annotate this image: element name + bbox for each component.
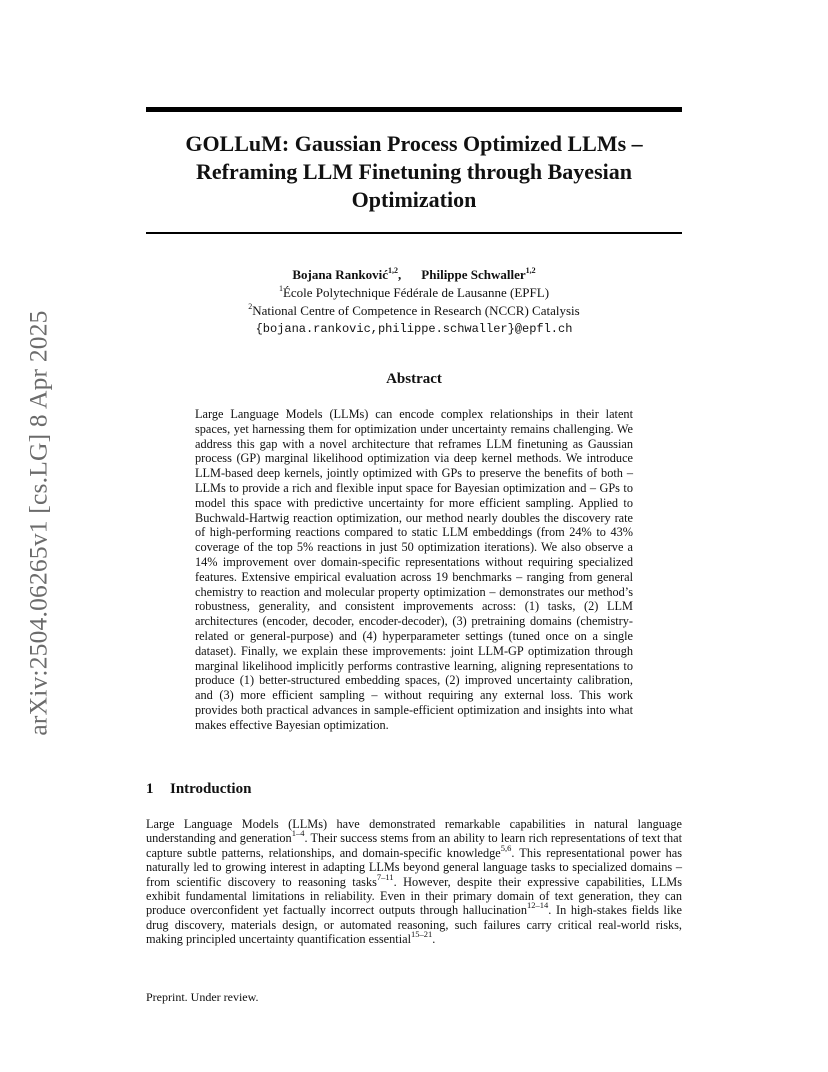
intro-text: . This representational power has naturally led to growing interest in adapting LLMs beyond general language tasks to specialized domains – from scientific discovery to reasoning tasks [146, 845, 682, 889]
affiliation-name: École Polytechnique Fédérale de Lausanne (EPFL) [282, 285, 550, 300]
affiliation-marker: 2 [248, 301, 253, 311]
intro-text: . However, despite their expressive capabilities, LLMs exhibit fundamental limitations in reliability. Even in their primary domain of text generation, they can produce overconfident yet factually incorrect outputs through hallucination [146, 874, 682, 918]
citation: 5,6 [500, 842, 512, 853]
author-names [146, 266, 682, 284]
title-line: Reframing LLM Finetuning through Bayesian [196, 159, 632, 184]
citation: 7–11 [376, 871, 394, 882]
author-name: Philippe Schwaller [421, 267, 526, 282]
affiliation-name: National Centre of Competence in Research (NCCR) Catalysis [252, 303, 580, 318]
author-block [146, 266, 682, 338]
affiliation-marker: 1,2 [388, 265, 399, 275]
citation: 15–21 [410, 929, 433, 940]
affiliation-marker: 1,2 [525, 265, 536, 275]
title-line: Optimization [351, 187, 477, 212]
author-separator: , [398, 267, 402, 282]
abstract-body: Large Language Models (LLMs) can encode complex relationships in their latent spaces, yet harnessing them for optimization under uncertainty remains challenging. We address this gap with a novel architecture that reframes LLM finetuning as Gaussian process (GP) marginal likelihood optimization via deep kernel methods. We introduce LLM-based deep kernels, jointly optimized with GPs to preserve the benefits of both – LLMs to provide a rich and flexible input space for Bayesian optimization and – GPs to model this space with predictive uncertainty for more efficient sampling. Applied to Buchwald-Hartwig reaction optimization, our method nearly doubles the discovery rate of high-performing reactions compared to static LLM embeddings (from 24% to 43% coverage of the top 5% reactions in just 50 optimization iterations). We also observe a 14% improvement over domain-specific representations without requiring specialized features. Extensive empirical evaluation across 19 benchmarks – ranging from general chemistry to reaction and molecular property optimization – demonstrates our method’s robustness, generality, and consistent improvements across: (1) tasks, (2) LLM architectures (encoder, decoder, encoder-decoder), (3) pretraining domains (chemistry-related or general-purpose) and (4) hyperparameter settings (tuned once on a single dataset). Finally, we explain these improvements: joint LLM-GP optimization through marginal likelihood implicitly performs contrastive learning, aligning representations to produce (1) better-structured embedding spaces, (2) improved uncertainty calibration, and (3) more efficient sampling – without requiring any external loss. This work provides both practical advances in sample-efficient optimization and insights into what makes effective Bayesian optimization. [195, 407, 633, 732]
title-bottom-rule [146, 232, 682, 234]
title-top-rule [146, 107, 682, 112]
abstract-heading: Abstract [386, 371, 442, 387]
section-heading [146, 781, 251, 798]
title-line: GOLLuM: Gaussian Process Optimized LLMs – [185, 131, 643, 156]
affiliation-line [146, 302, 682, 320]
intro-text: . In high-stakes fields like drug discovery, materials design, or automated reasoning, such failures carry critical real-world risks, making principled uncertainty quantification essential [146, 903, 682, 947]
paper-title [146, 130, 682, 214]
intro-text: . [432, 932, 436, 947]
affiliation-line [146, 284, 682, 302]
author-emails: {bojana.rankovic,philippe.schwaller}@epfl.ch [255, 322, 573, 336]
introduction-paragraph [146, 817, 682, 947]
section-title: Introduction [170, 781, 252, 797]
preprint-footer: Preprint. Under review. [146, 990, 259, 1004]
author-name: Bojana Ranković [292, 267, 389, 282]
intro-text: . Their success stems from an ability to learn rich representations of text that capture subtle patterns, relationships, and domain-specific knowledge [146, 831, 682, 860]
citation: 12–14 [526, 900, 549, 911]
citation: 1–4 [291, 828, 305, 839]
intro-text: Large Language Models (LLMs) have demonstrated remarkable capabilities in natural language understanding and generation [146, 817, 682, 846]
arxiv-stamp [22, 295, 56, 750]
section-number: 1 [146, 781, 154, 797]
arxiv-identifier: arXiv:2504.06265v1 [cs.LG] 8 Apr 2025 [24, 309, 54, 736]
affiliation-marker: 1 [278, 283, 283, 293]
